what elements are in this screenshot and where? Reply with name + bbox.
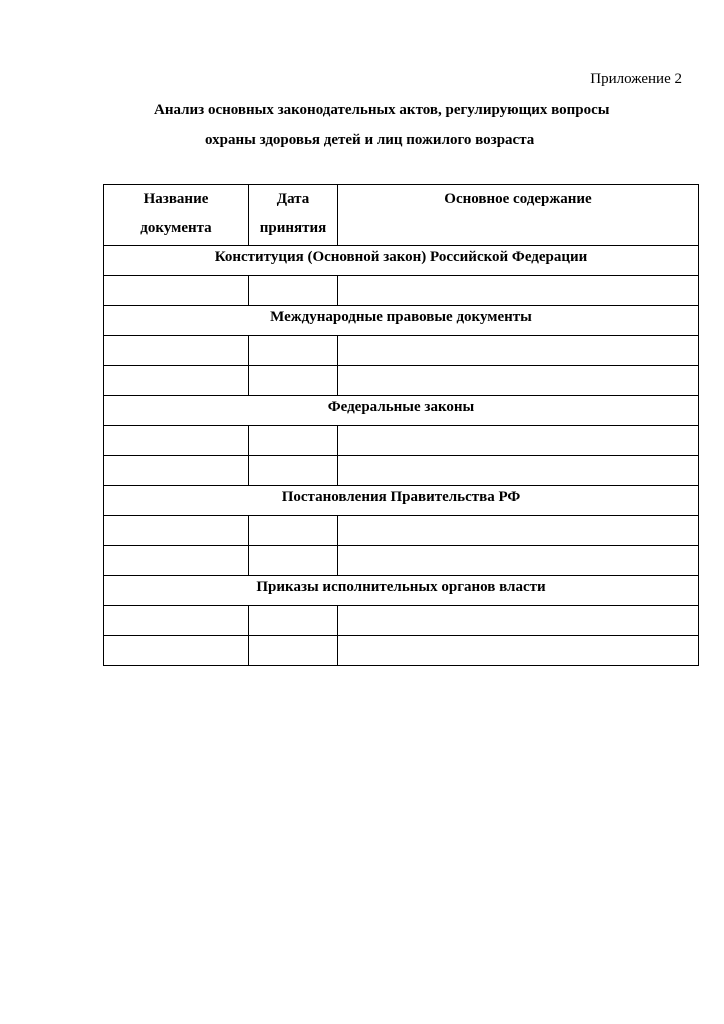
cell-adoption-date[interactable] bbox=[249, 606, 338, 636]
table-header-row bbox=[104, 185, 699, 246]
cell-main-content[interactable] bbox=[338, 606, 699, 636]
cell-document-name[interactable] bbox=[104, 636, 249, 666]
legislative-acts-table bbox=[103, 184, 699, 666]
cell-main-content[interactable] bbox=[338, 546, 699, 576]
section-title: Приказы исполнительных органов власти bbox=[104, 576, 699, 606]
cell-main-content[interactable] bbox=[338, 636, 699, 666]
cell-adoption-date[interactable] bbox=[249, 456, 338, 486]
cell-main-content[interactable] bbox=[338, 516, 699, 546]
cell-main-content[interactable] bbox=[338, 366, 699, 396]
cell-document-name[interactable] bbox=[104, 546, 249, 576]
table-row bbox=[104, 366, 699, 396]
section-row bbox=[104, 486, 699, 516]
cell-document-name[interactable] bbox=[104, 366, 249, 396]
cell-document-name[interactable] bbox=[104, 456, 249, 486]
cell-document-name[interactable] bbox=[104, 516, 249, 546]
cell-main-content[interactable] bbox=[338, 276, 699, 306]
column-header-adoption-date-line-2: принятия bbox=[259, 220, 327, 236]
section-row bbox=[104, 396, 699, 426]
section-title: Постановления Правительства РФ bbox=[104, 486, 699, 516]
cell-document-name[interactable] bbox=[104, 606, 249, 636]
column-header-document-name bbox=[104, 185, 249, 246]
section-row bbox=[104, 246, 699, 276]
table-row bbox=[104, 336, 699, 366]
section-title: Федеральные законы bbox=[104, 396, 699, 426]
column-header-document-name-line-2: документа bbox=[140, 220, 212, 236]
document-title-line-1: Анализ основных законодательных актов, регулирующих вопросы bbox=[154, 102, 610, 118]
table-row bbox=[104, 606, 699, 636]
cell-adoption-date[interactable] bbox=[249, 546, 338, 576]
section-title: Конституция (Основной закон) Российской Федерации bbox=[104, 246, 699, 276]
cell-main-content[interactable] bbox=[338, 426, 699, 456]
table-row bbox=[104, 456, 699, 486]
cell-document-name[interactable] bbox=[104, 336, 249, 366]
cell-adoption-date[interactable] bbox=[249, 366, 338, 396]
section-title: Международные правовые документы bbox=[104, 306, 699, 336]
table-row bbox=[104, 516, 699, 546]
column-header-adoption-date-line-1: Дата bbox=[276, 191, 310, 207]
table-row bbox=[104, 546, 699, 576]
column-header-main-content bbox=[338, 185, 699, 246]
table-row bbox=[104, 426, 699, 456]
cell-adoption-date[interactable] bbox=[249, 516, 338, 546]
cell-adoption-date[interactable] bbox=[249, 636, 338, 666]
cell-adoption-date[interactable] bbox=[249, 336, 338, 366]
cell-document-name[interactable] bbox=[104, 276, 249, 306]
cell-main-content[interactable] bbox=[338, 336, 699, 366]
table-body bbox=[104, 246, 699, 666]
column-header-document-name-line-1: Название bbox=[143, 191, 209, 207]
document-title-line-2: охраны здоровья детей и лиц пожилого возраста bbox=[205, 132, 535, 148]
appendix-label: Приложение 2 bbox=[590, 71, 682, 87]
cell-adoption-date[interactable] bbox=[249, 276, 338, 306]
cell-adoption-date[interactable] bbox=[249, 426, 338, 456]
table-row bbox=[104, 636, 699, 666]
section-row bbox=[104, 576, 699, 606]
column-header-main-content-label: Основное содержание bbox=[444, 191, 592, 207]
column-header-adoption-date bbox=[249, 185, 338, 246]
cell-main-content[interactable] bbox=[338, 456, 699, 486]
cell-document-name[interactable] bbox=[104, 426, 249, 456]
section-row bbox=[104, 306, 699, 336]
table-row bbox=[104, 276, 699, 306]
